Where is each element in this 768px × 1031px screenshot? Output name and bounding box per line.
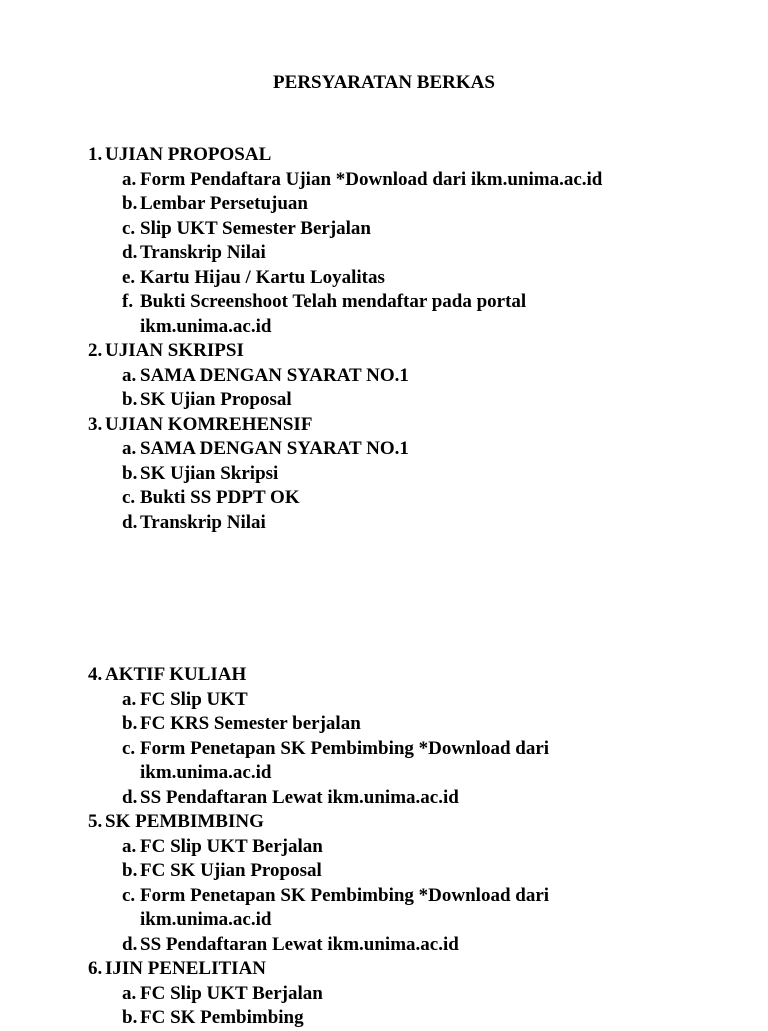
list-item — [0, 835, 768, 860]
item-letter: c. — [122, 884, 136, 906]
list-item — [0, 1006, 768, 1031]
requirement-section — [0, 957, 768, 1031]
requirement-section — [0, 339, 768, 413]
item-letter: b. — [122, 1007, 138, 1028]
item-text: Transkrip Nilai — [140, 242, 266, 263]
list-item — [0, 217, 768, 242]
section-title: UJIAN KOMREHENSIF — [105, 413, 313, 435]
list-item-continuation — [0, 761, 768, 786]
section-heading — [0, 143, 768, 168]
section-title: UJIAN SKRIPSI — [105, 340, 244, 361]
section-title: AKTIF KULIAH — [105, 664, 247, 685]
list-item — [0, 688, 768, 713]
item-text: FC Slip UKT — [140, 688, 248, 710]
item-text: Form Penetapan SK Pembimbing *Download dari — [140, 737, 550, 759]
list-item — [0, 364, 768, 389]
item-text: Lembar Persetujuan — [140, 193, 308, 214]
list-item-continuation — [0, 315, 768, 340]
list-item — [0, 192, 768, 217]
requirement-section — [0, 810, 768, 957]
list-item-continuation — [0, 908, 768, 933]
section-heading — [0, 339, 768, 364]
item-letter: b. — [122, 389, 138, 410]
item-letter: c. — [122, 737, 136, 759]
list-item — [0, 737, 768, 762]
list-item — [0, 884, 768, 909]
section-heading — [0, 957, 768, 982]
item-text: FC SK Pembimbing — [140, 1007, 304, 1028]
page-title: PERSYARATAN BERKAS — [273, 72, 495, 93]
item-letter: a. — [122, 364, 137, 386]
list-item — [0, 511, 768, 536]
list-item — [0, 290, 768, 315]
section-heading — [0, 413, 768, 438]
list-item — [0, 462, 768, 487]
item-text: Transkrip Nilai — [140, 511, 266, 533]
item-letter: a. — [122, 168, 137, 190]
section-title: IJIN PENELITIAN — [105, 958, 267, 979]
item-text: Kartu Hijau / Kartu Loyalitas — [140, 266, 385, 288]
item-text: SS Pendaftaran Lewat ikm.unima.ac.id — [140, 786, 459, 808]
item-text: Slip UKT Semester Berjalan — [140, 217, 371, 239]
item-letter: b. — [122, 713, 138, 734]
item-text: FC KRS Semester berjalan — [140, 713, 361, 734]
section-number: 3. — [88, 413, 103, 435]
item-letter: d. — [122, 786, 138, 808]
item-text: SK Ujian Proposal — [140, 389, 292, 410]
section-heading — [0, 810, 768, 835]
list-item — [0, 712, 768, 737]
item-letter: c. — [122, 217, 136, 239]
item-letter: b. — [122, 462, 138, 484]
list-item — [0, 859, 768, 884]
item-text: SK Ujian Skripsi — [140, 462, 279, 484]
item-text: SAMA DENGAN SYARAT NO.1 — [140, 364, 409, 386]
item-letter: d. — [122, 511, 138, 533]
section-number: 6. — [88, 958, 103, 979]
list-item — [0, 168, 768, 193]
list-item — [0, 266, 768, 291]
requirement-section — [0, 143, 768, 339]
item-text: Form Penetapan SK Pembimbing *Download dari — [140, 884, 550, 906]
item-letter: b. — [122, 193, 138, 214]
list-item — [0, 241, 768, 266]
item-letter: a. — [122, 688, 137, 710]
requirements-list-part-1 — [0, 143, 768, 535]
list-item — [0, 437, 768, 462]
item-text: ikm.unima.ac.id — [140, 909, 272, 930]
section-heading — [0, 663, 768, 688]
list-item — [0, 486, 768, 511]
item-letter: a. — [122, 982, 137, 1004]
item-letter: b. — [122, 860, 138, 881]
list-item — [0, 786, 768, 811]
section-title: SK PEMBIMBING — [105, 811, 264, 832]
item-letter: a. — [122, 835, 137, 857]
section-number: 1. — [88, 144, 103, 165]
list-item — [0, 933, 768, 958]
requirement-section — [0, 663, 768, 810]
item-text: SS Pendaftaran Lewat ikm.unima.ac.id — [140, 933, 459, 955]
item-text: ikm.unima.ac.id — [140, 762, 272, 783]
section-number: 4. — [88, 664, 103, 685]
section-number: 2. — [88, 340, 103, 361]
item-text: FC SK Ujian Proposal — [140, 860, 322, 881]
list-item — [0, 388, 768, 413]
requirement-section — [0, 413, 768, 536]
item-letter: d. — [122, 933, 138, 955]
section-title: UJIAN PROPOSAL — [105, 144, 272, 165]
item-text: SAMA DENGAN SYARAT NO.1 — [140, 438, 409, 459]
requirements-list-part-2 — [0, 663, 768, 1031]
item-text: ikm.unima.ac.id — [140, 315, 272, 337]
item-text: FC Slip UKT Berjalan — [140, 835, 323, 857]
item-text: Bukti SS PDPT OK — [140, 487, 300, 508]
section-number: 5. — [88, 811, 103, 832]
item-letter: e. — [122, 266, 136, 288]
list-item — [0, 982, 768, 1007]
item-letter: c. — [122, 487, 136, 508]
item-text: Bukti Screenshoot Telah mendaftar pada portal — [140, 291, 527, 312]
item-letter: d. — [122, 242, 138, 263]
item-text: Form Pendaftara Ujian *Download dari ikm.unima.ac.id — [140, 168, 603, 190]
item-text: FC Slip UKT Berjalan — [140, 982, 323, 1004]
item-letter: a. — [122, 438, 137, 459]
item-letter: f. — [122, 291, 134, 312]
